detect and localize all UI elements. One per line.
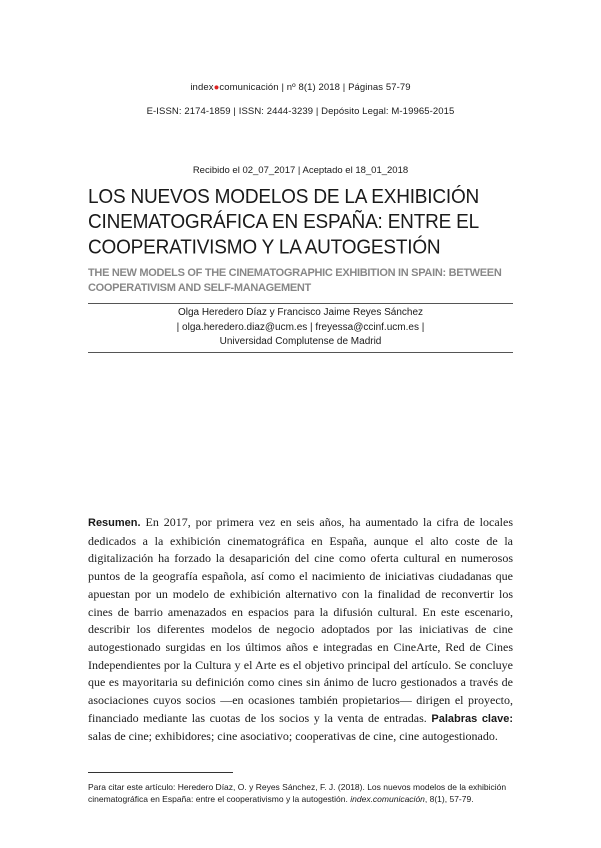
authors-block	[88, 306, 513, 350]
abstract-label: Resumen.	[88, 517, 141, 529]
footnote-text: Para citar este artículo: Heredero Díaz, O. y Reyes Sánchez, F. J. (2018). Los nuevos modelos de la exhibición cinematográfica en España: entre el cooperativismo y la autogestión.	[88, 782, 507, 804]
citation-footnote	[88, 781, 513, 805]
issn-line: E-ISSN: 2174-1859 | ISSN: 2444-3239 | Depósito Legal: M-19965-2015	[146, 106, 455, 117]
author-names: Olga Heredero Díaz y Francisco Jaime Reyes Sánchez	[177, 307, 424, 318]
divider-top	[88, 303, 513, 304]
title-spanish: LOS NUEVOS MODELOS DE LA EXHIBICIÓN CINEMATOGRÁFICA EN ESPAÑA: ENTRE EL COOPERATIVISMO Y LA AUTOGESTIÓN	[88, 186, 480, 259]
title-english: THE NEW MODELS OF THE CINEMATOGRAPHIC EXHIBITION IN SPAIN: BETWEEN COOPERATIVISM AND SELF-MANAGEMENT	[88, 267, 502, 294]
journal-name-prefix: index	[190, 82, 214, 93]
journal-name-suffix: comunicación	[219, 82, 279, 93]
journal-dot-icon: ●	[213, 82, 220, 93]
author-emails: | olga.heredero.diaz@ucm.es | freyessa@ccinf.ucm.es |	[176, 321, 425, 333]
author-affiliation: Universidad Complutense de Madrid	[219, 336, 382, 347]
footnote-divider	[88, 772, 233, 773]
received-accepted-dates: Recibido el 02_07_2017 | Aceptado el 18_01_2018	[192, 165, 409, 176]
keywords-label: Palabras clave:	[431, 712, 514, 725]
footnote-volume: , 8(1), 57-79.	[424, 794, 474, 804]
journal-header	[0, 82, 601, 93]
keywords-text: salas de cine; exhibidores; cine asociativo; cooperativas de cine, cine autogestionado.	[88, 729, 498, 744]
abstract	[88, 514, 513, 746]
footnote-journal: index.comunicación	[350, 794, 425, 804]
journal-meta: | nº 8(1) 2018 | Páginas 57-79	[281, 82, 411, 93]
divider-bottom	[88, 352, 513, 353]
abstract-text: En 2017, por primera vez en seis años, ha aumentado la cifra de locales dedicados a la exhibición cinematográfica en España, aunque el alto coste de la digitalización ha forzado la desaparición del cine como oferta cultural en numerosos puntos de la geografía española, así como el nacimiento de iniciativas ciudadanas que apuestan por un modelo de exhibición alternativo con la finalidad de reconvertir los cines de barrio amenazados en espacios para la difusión cultural. En este escenario, describir los diferentes modelos de negocio adoptados por las iniciativas de cine autogestionado surgidas en los últimos años e integradas en CineArte, Red de Cines Independientes por la Cultura y el Arte es el objetivo principal del artículo. Se concluye que es mayoritaria su definición como cines sin ánimo de lucro gestionados a través de asociaciones cuyos socios —en ocasiones también propietarios— dirigen el proyecto, financiado mediante las cuotas de los socios y la venta de entradas.	[88, 515, 514, 725]
